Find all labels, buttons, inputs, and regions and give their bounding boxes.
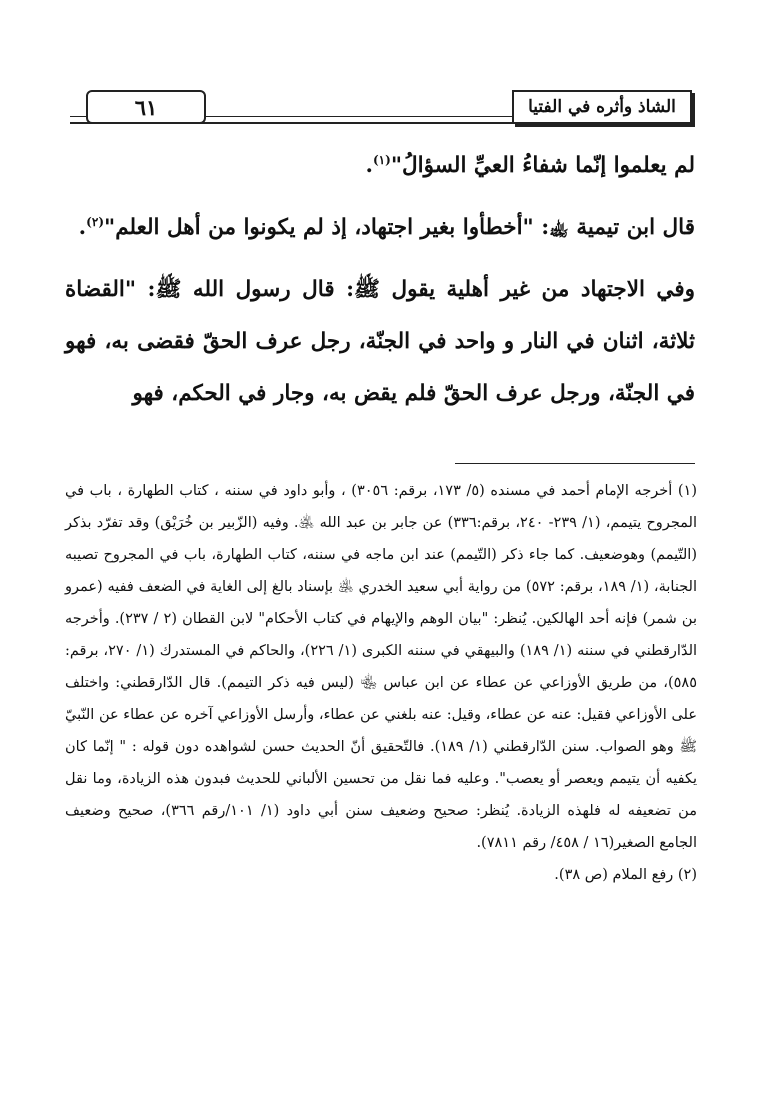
page-header	[70, 86, 692, 128]
paragraph-1-end: .	[365, 153, 373, 178]
footnote-ref-1: (١)	[372, 152, 391, 167]
running-title: الشاذ وأثره في الفتيا	[512, 90, 692, 124]
footnote-2: (٢) رفع الملام (ص ٣٨).	[554, 867, 697, 883]
main-paragraph-1	[65, 140, 695, 192]
paragraph-2-end: .	[78, 215, 87, 240]
paragraph-2-text: قال ابن تيمية ﵀: "أخطأوا بغير اجتهاد، إذ لم يكونوا من أهل العلم"	[104, 215, 695, 240]
footnotes	[65, 475, 697, 891]
main-paragraph-3: وفي الاجتهاد من غير أهلية يقول ﷺ: قال رسول الله ﷺ: "القضاة ثلاثة، اثنان في النار و واحد في الجنّة، رجل عرف الحقّ فقضى به، فهو في الجنّة، ورجل عرف الحقّ فلم يقض به، وجار في الحكم، فهو	[65, 277, 695, 406]
main-text	[65, 140, 695, 430]
footnote-1: (١) أخرجه الإمام أحمد في مسنده (٥/ ١٧٣، برقم: ٣٠٥٦) ، وأبو داود في سننه ، كتاب الطهارة ، باب في المجروح يتيمم، (١/ ٢٣٩- ٢٤٠، برقم:٣٣٦) عن جابر بن عبد الله ﵁. وفيه (الزّبير بن خُرَيْق) وقد تفرّد بذكر (التّيمم) وهوضعيف. كما جاء ذكر (التّيمم) عند ابن ماجه في سننه، كتاب الطهارة، باب في المجروح تصيبه الجنابة، (١/ ١٨٩، برقم: ٥٧٢) من رواية أبي سعيد الخدري ﵁ بإسناد بالغ إلى الغاية في الضعف ففيه (عمرو بن شمر) فإنه أحد الهالكين. يُنظر: "بيان الوهم والإيهام في كتاب الأحكام" لابن القطان (٢ / ٢٣٧). وأخرجه الدّارقطني في سننه (١/ ١٨٩) والبيهقي في سننه الكبرى (١/ ٢٢٦)، والحاكم في المستدرك (١/ ٢٧٠، برقم: ٥٨٥)، من طريق الأوزاعي عن عطاء عن ابن عباس ﵄ (ليس فيه ذكر التيمم). قال الدّارقطني: واختلف على الأوزاعي فقيل: عنه عن عطاء، وقيل: عنه بلغني عن عطاء، وأرسل الأوزاعي آخره عن عطاء عن النّبيّ ﷺ وهو الصواب. سنن الدّارقطني (١/ ١٨٩). فالتّحقيق أنّ الحديث حسن لشواهده دون قوله : " إنّما كان يكفيه أن يتيمم ويعصر أو يعصب". وعليه فما نقل من تحسين الألباني للحديث فبدون هذه الزيادة، وما نقل من تضعيفه له فلهذه الزيادة. يُنظر: صحيح وضعيف سنن أبي داود (١/ ١٠١/رقم ٣٦٦)، صحيح وضعيف الجامع الصغير(١٦ / ٤٥٨/ رقم ٧٨١١).	[65, 483, 698, 851]
main-paragraph-2	[65, 202, 695, 254]
footnote-ref-2: (٢)	[86, 214, 104, 229]
paragraph-1-text: لم يعلموا إنّما شفاءُ العيِّ السؤالُ"	[390, 153, 695, 178]
page-number: ٦١	[86, 90, 206, 124]
footnote-separator	[455, 463, 695, 464]
